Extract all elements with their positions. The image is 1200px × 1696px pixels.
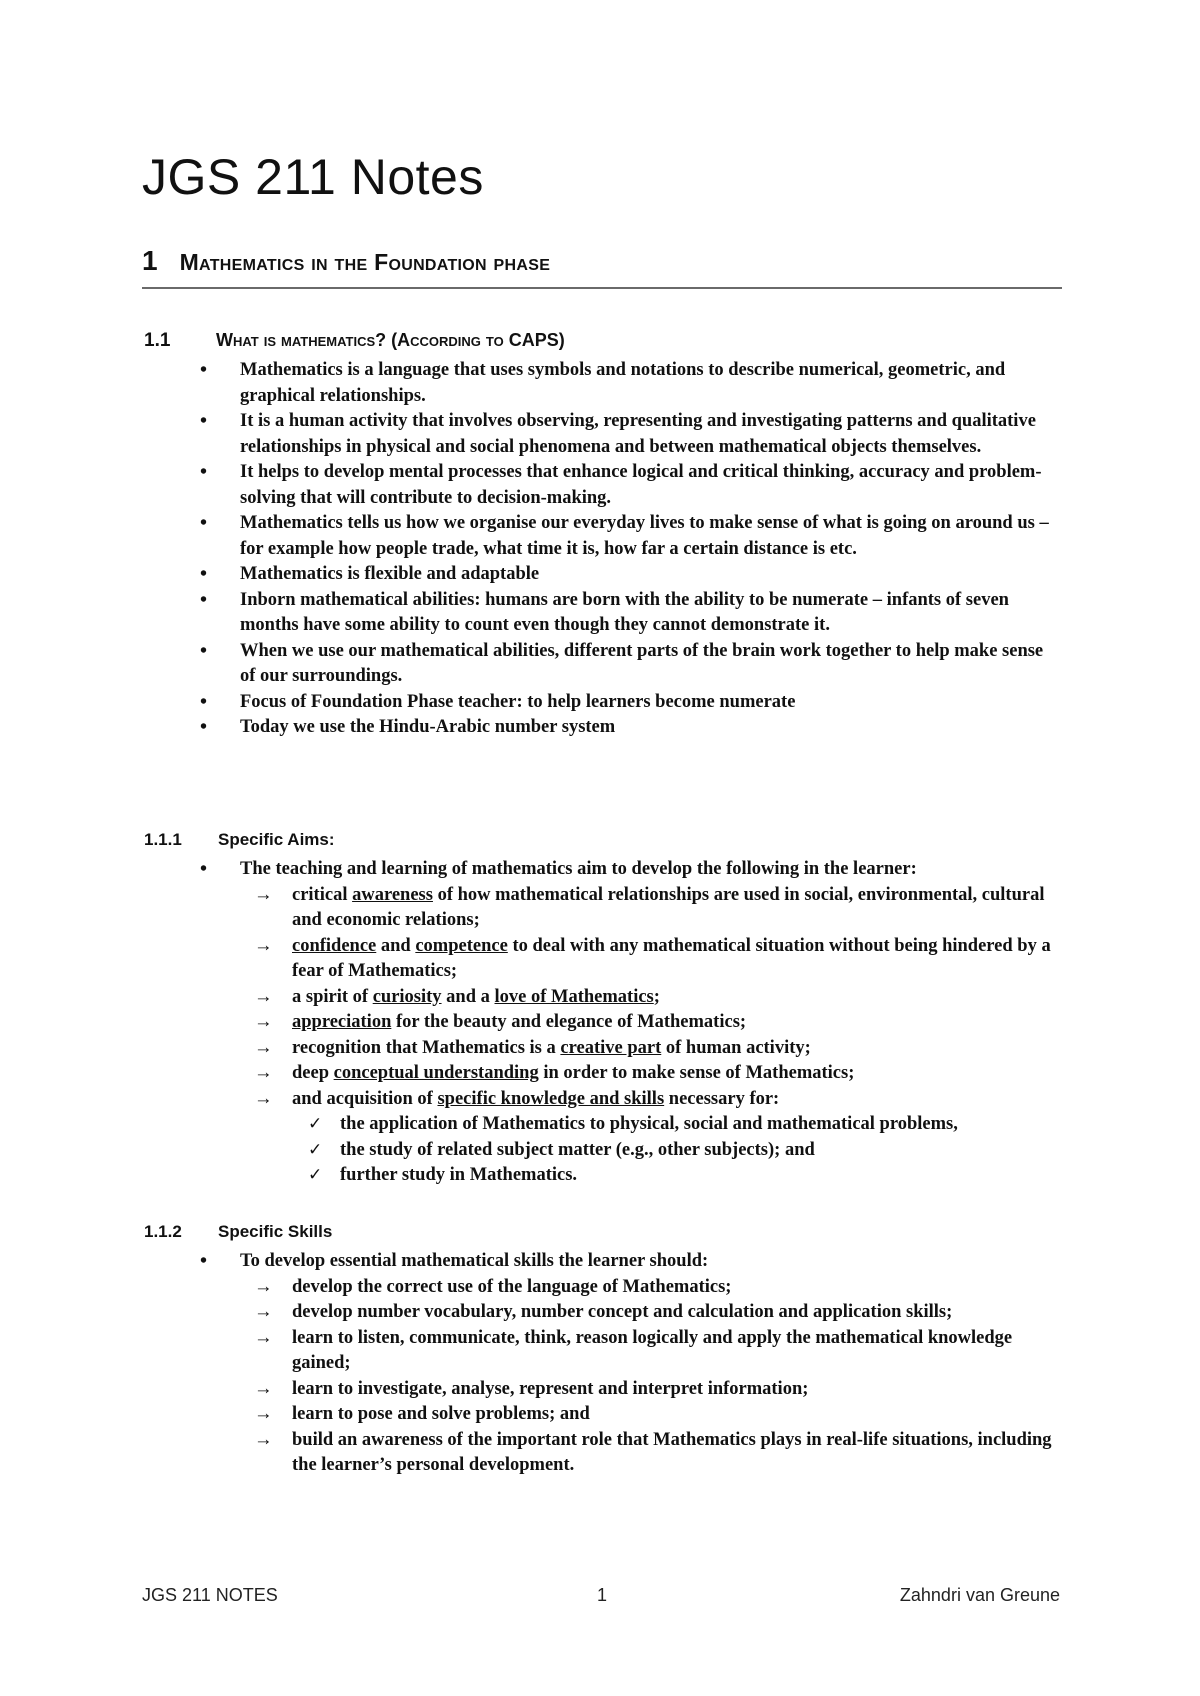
what-is-math-list xyxy=(202,358,1062,741)
underlined-term: awareness xyxy=(352,884,433,905)
subsection-number: 1.1 xyxy=(144,330,171,351)
list-item: → build an awareness of the important role that Mathematics plays in real-life situations, including the learner’s personal development. xyxy=(240,1428,1062,1479)
list-item xyxy=(202,1249,1062,1479)
list-item: → learn to pose and solve problems; and xyxy=(240,1402,1062,1428)
section-number: 1 xyxy=(142,245,158,276)
list-item: • When we use our mathematical abilities, different parts of the brain work together to help make sense of our surroundings. xyxy=(202,639,1062,690)
footer-author: Zahndri van Greune xyxy=(899,1585,1060,1605)
list-item: → critical awareness of how mathematical relationships are used in social, environmental, cultural and economic relations; xyxy=(240,883,1062,934)
section-heading-1-1 xyxy=(144,330,565,352)
specific-aims-list xyxy=(202,857,1062,1189)
subsection-number: 1.1.1 xyxy=(144,830,182,849)
specific-skills-list xyxy=(202,1249,1062,1479)
underlined-term: confidence xyxy=(292,935,377,956)
list-item: → appreciation for the beauty and elegance of Mathematics; xyxy=(240,1010,1062,1036)
subsection-title: Specific Skills xyxy=(218,1222,333,1241)
list-item: ✓ the study of related subject matter (e.g., other subjects); and xyxy=(292,1138,1062,1164)
document-title: JGS 211 Notes xyxy=(142,149,484,205)
aims-sublist xyxy=(240,883,1062,1189)
list-item: ✓ further study in Mathematics. xyxy=(292,1163,1062,1189)
list-item: • Today we use the Hindu-Arabic number system xyxy=(202,715,1062,741)
underlined-term: curiosity xyxy=(372,986,442,1007)
subsection-title: What is mathematics? (According to CAPS) xyxy=(216,330,565,350)
list-item: → a spirit of curiosity and a love of Mathematics; xyxy=(240,985,1062,1011)
list-item: • Mathematics tells us how we organise our everyday lives to make sense of what is going on around us – for example how people trade, what time it is, how far a certain distance is etc. xyxy=(202,511,1062,562)
underlined-term: conceptual understanding xyxy=(333,1063,539,1083)
section-heading-1-1-1 xyxy=(144,830,335,850)
aims-intro: The teaching and learning of mathematics aim to develop the following in the learner: xyxy=(240,859,917,879)
list-item: → and acquisition of specific knowledge and skills necessary for: ✓ the application of Mathematics to physical, social and mathematical problems, ✓ the study of related subject matter (e.g., other subjects); and ✓ further study in Mathematics. xyxy=(240,1087,1062,1189)
list-item: → learn to investigate, analyse, represent and interpret information; xyxy=(240,1377,1062,1403)
page-number: 1 xyxy=(597,1585,608,1605)
list-item: • It helps to develop mental processes that enhance logical and critical thinking, accuracy and problem-solving that will contribute to decision-making. xyxy=(202,460,1062,511)
list-item: → develop the correct use of the language of Mathematics; xyxy=(240,1275,1062,1301)
underlined-term: competence xyxy=(415,935,508,956)
list-item: • It is a human activity that involves observing, representing and investigating patterns and qualitative relationships in physical and social phenomena and between mathematical objects themselves. xyxy=(202,409,1062,460)
list-item: → develop number vocabulary, number concept and calculation and application skills; xyxy=(240,1300,1062,1326)
list-item: → deep conceptual understanding in order to make sense of Mathematics; xyxy=(240,1061,1062,1087)
underlined-term: love of Mathematics xyxy=(494,986,654,1007)
list-item: • Focus of Foundation Phase teacher: to help learners become numerate xyxy=(202,690,1062,716)
list-item xyxy=(202,857,1062,1189)
list-item: → recognition that Mathematics is a creative part of human activity; xyxy=(240,1036,1062,1062)
list-item: • Inborn mathematical abilities: humans are born with the ability to be numerate – infants of seven months have some ability to count even though they cannot demonstrate it. xyxy=(202,588,1062,639)
section-heading-1-1-2 xyxy=(144,1222,332,1242)
checkmark-sublist xyxy=(292,1112,1062,1189)
underlined-term: appreciation xyxy=(292,1012,392,1032)
list-item: → confidence and competence to deal with any mathematical situation without being hindered by a fear of Mathematics; xyxy=(240,934,1062,985)
underlined-term: creative part xyxy=(560,1037,662,1058)
list-item: • Mathematics is flexible and adaptable xyxy=(202,562,1062,588)
list-item: • Mathematics is a language that uses symbols and notations to describe numerical, geometric, and graphical relationships. xyxy=(202,358,1062,409)
footer-doc-name: JGS 211 NOTES xyxy=(142,1585,278,1605)
subsection-title: Specific Aims: xyxy=(218,830,335,849)
section-title: Mathematics in the Foundation phase xyxy=(179,249,551,275)
list-item: ✓ the application of Mathematics to physical, social and mathematical problems, xyxy=(292,1112,1062,1138)
underlined-term: specific knowledge and skills xyxy=(437,1088,665,1109)
skills-intro: To develop essential mathematical skills the learner should: xyxy=(240,1251,709,1271)
skills-sublist xyxy=(240,1275,1062,1479)
subsection-number: 1.1.2 xyxy=(144,1222,182,1241)
list-item: → learn to listen, communicate, think, reason logically and apply the mathematical knowledge gained; xyxy=(240,1326,1062,1377)
section-heading-1 xyxy=(142,245,1062,289)
